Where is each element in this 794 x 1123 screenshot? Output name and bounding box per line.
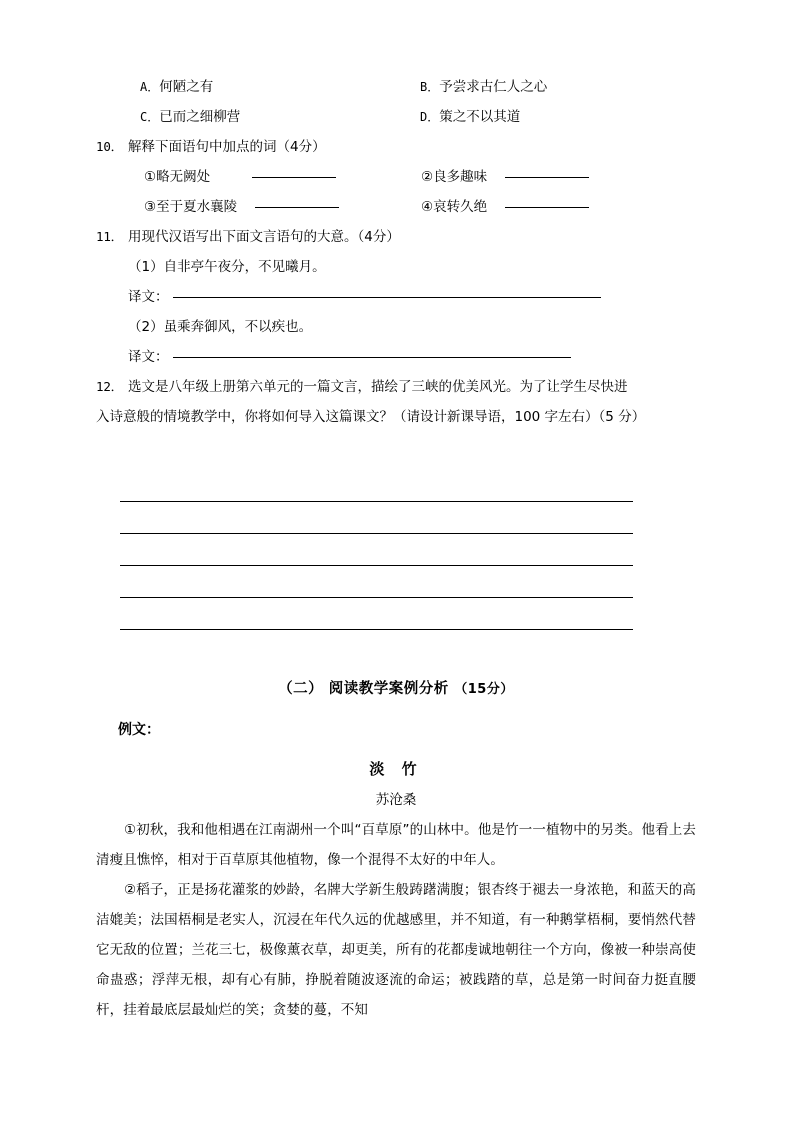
question-10-item-2 — [421, 162, 589, 192]
article-paragraph: ①初秋，我和他相遇在江南湖州一个叫“百草原”的山林中。他是竹一一植物中的另类。他看上去清瘦且憔悴，相对于百草原其他植物，像一个混得不太好的中年人。 — [96, 822, 696, 868]
translation-blank-2[interactable] — [173, 357, 571, 358]
question-11-translation-2-row — [96, 342, 696, 372]
answer-ruled-line[interactable] — [120, 534, 633, 566]
question-12-stem-line-2: 入诗意般的情境教学中，你将如何导入这篇课文？（请设计新课导语，100 字左右）（5 分） — [96, 409, 646, 425]
item-3-text: 至于夏水襄陵 — [156, 199, 238, 215]
answer-blank-2[interactable] — [505, 177, 589, 178]
question-11-sentence-1-row — [96, 252, 696, 282]
option-a-letter: A． — [140, 80, 160, 94]
item-1-text: 略无阙处 — [156, 169, 211, 185]
question-12-number: 12． — [96, 379, 123, 394]
article-paragraph: ②稻子，正是扬花灌浆的妙龄，名牌大学新生般踌躇满腹；银杏终于褪去一身浓艳，和蓝天的高洁媲美；法国梧桐是老实人，沉浸在年代久远的优越感里，并不知道，有一种鹅掌梧桐，要悄然代替它无敌的位置；兰花三七，极像薰衣草，却更美，所有的花都虔诚地朝往一个方向，像被一种崇高使命蛊惑；浮萍无根，却有心有肺，挣脱着随波逐流的命运；被践踏的草，总是第一时间奋力挺直腰杆，挂着最底层最灿烂的笑；贪婪的蔓，不知 — [96, 882, 696, 1018]
question-12-stem-row-2 — [96, 402, 696, 432]
option-a-text: 何陋之有 — [159, 79, 214, 95]
answer-ruled-line[interactable] — [120, 502, 633, 534]
question-12-stem-line-1: 选文是八年级上册第六单元的一篇文言，描绘了三峡的优美风光。为了让学生尽快进 — [128, 379, 628, 395]
sentence-2-text: 虽乘奔御风，不以疾也。 — [163, 319, 313, 335]
sentence-2-label: （2） — [128, 319, 164, 335]
item-4-marker: ④ — [421, 199, 434, 215]
question-10-number: 10． — [96, 139, 123, 154]
option-b-letter: B． — [420, 80, 440, 94]
answer-blank-1[interactable] — [252, 177, 336, 178]
page-content — [96, 72, 696, 1025]
answer-blank-4[interactable] — [505, 207, 589, 208]
option-c[interactable] — [140, 102, 240, 132]
question-10-item-3 — [144, 192, 339, 222]
translation-label-2: 译文： — [128, 349, 169, 365]
item-2-marker: ② — [421, 169, 434, 185]
section-two-heading — [96, 674, 696, 705]
option-row-cd — [96, 102, 696, 132]
section-two-title: （二） 阅读教学案例分析 — [278, 681, 449, 697]
translation-blank-1[interactable] — [173, 297, 601, 298]
item-3-marker: ③ — [144, 199, 157, 215]
question-11-stem: 用现代汉语写出下面文言语句的大意。（4分） — [128, 229, 400, 245]
item-2-text: 良多趣味 — [433, 169, 488, 185]
question-10-item-1 — [144, 162, 336, 192]
article-author: 苏沧桑 — [375, 792, 417, 808]
answer-ruled-line[interactable] — [120, 470, 633, 502]
question-12-answer-area[interactable] — [96, 470, 696, 630]
question-12-stem-row-1 — [96, 372, 696, 402]
sentence-1-label: （1） — [128, 259, 164, 275]
option-d[interactable] — [420, 102, 520, 132]
option-d-letter: D． — [420, 110, 440, 124]
option-b-text: 予尝求古仁人之心 — [439, 79, 548, 95]
section-two-score: （15分） — [454, 682, 514, 697]
answer-blank-3[interactable] — [255, 207, 339, 208]
item-4-text: 哀转久绝 — [433, 199, 488, 215]
item-1-marker: ① — [144, 169, 157, 185]
answer-ruled-line[interactable] — [120, 598, 633, 630]
question-10-item-4 — [421, 192, 589, 222]
question-10-stem: 解释下面语句中加点的词（4分） — [128, 139, 326, 155]
question-10-item-row-2 — [96, 192, 696, 222]
option-a[interactable] — [140, 72, 213, 102]
question-11-sentence-2-row — [96, 312, 696, 342]
option-c-text: 已而之细柳营 — [159, 109, 241, 125]
answer-ruled-line[interactable] — [120, 566, 633, 598]
example-text-label: 例文： — [118, 722, 160, 738]
sentence-1-text: 自非亭午夜分，不见曦月。 — [163, 259, 326, 275]
question-10-stem-row — [96, 132, 696, 162]
question-11-translation-1-row — [96, 282, 696, 312]
question-10-item-row-1 — [96, 162, 696, 192]
option-b[interactable] — [420, 72, 547, 102]
option-row-ab — [96, 72, 696, 102]
option-c-letter: C． — [140, 110, 160, 124]
question-11-number: 11． — [96, 229, 123, 244]
question-11-stem-row — [96, 222, 696, 252]
article-title: 淡 竹 — [369, 760, 423, 778]
translation-label-1: 译文： — [128, 289, 169, 305]
option-d-text: 策之不以其道 — [439, 109, 521, 125]
